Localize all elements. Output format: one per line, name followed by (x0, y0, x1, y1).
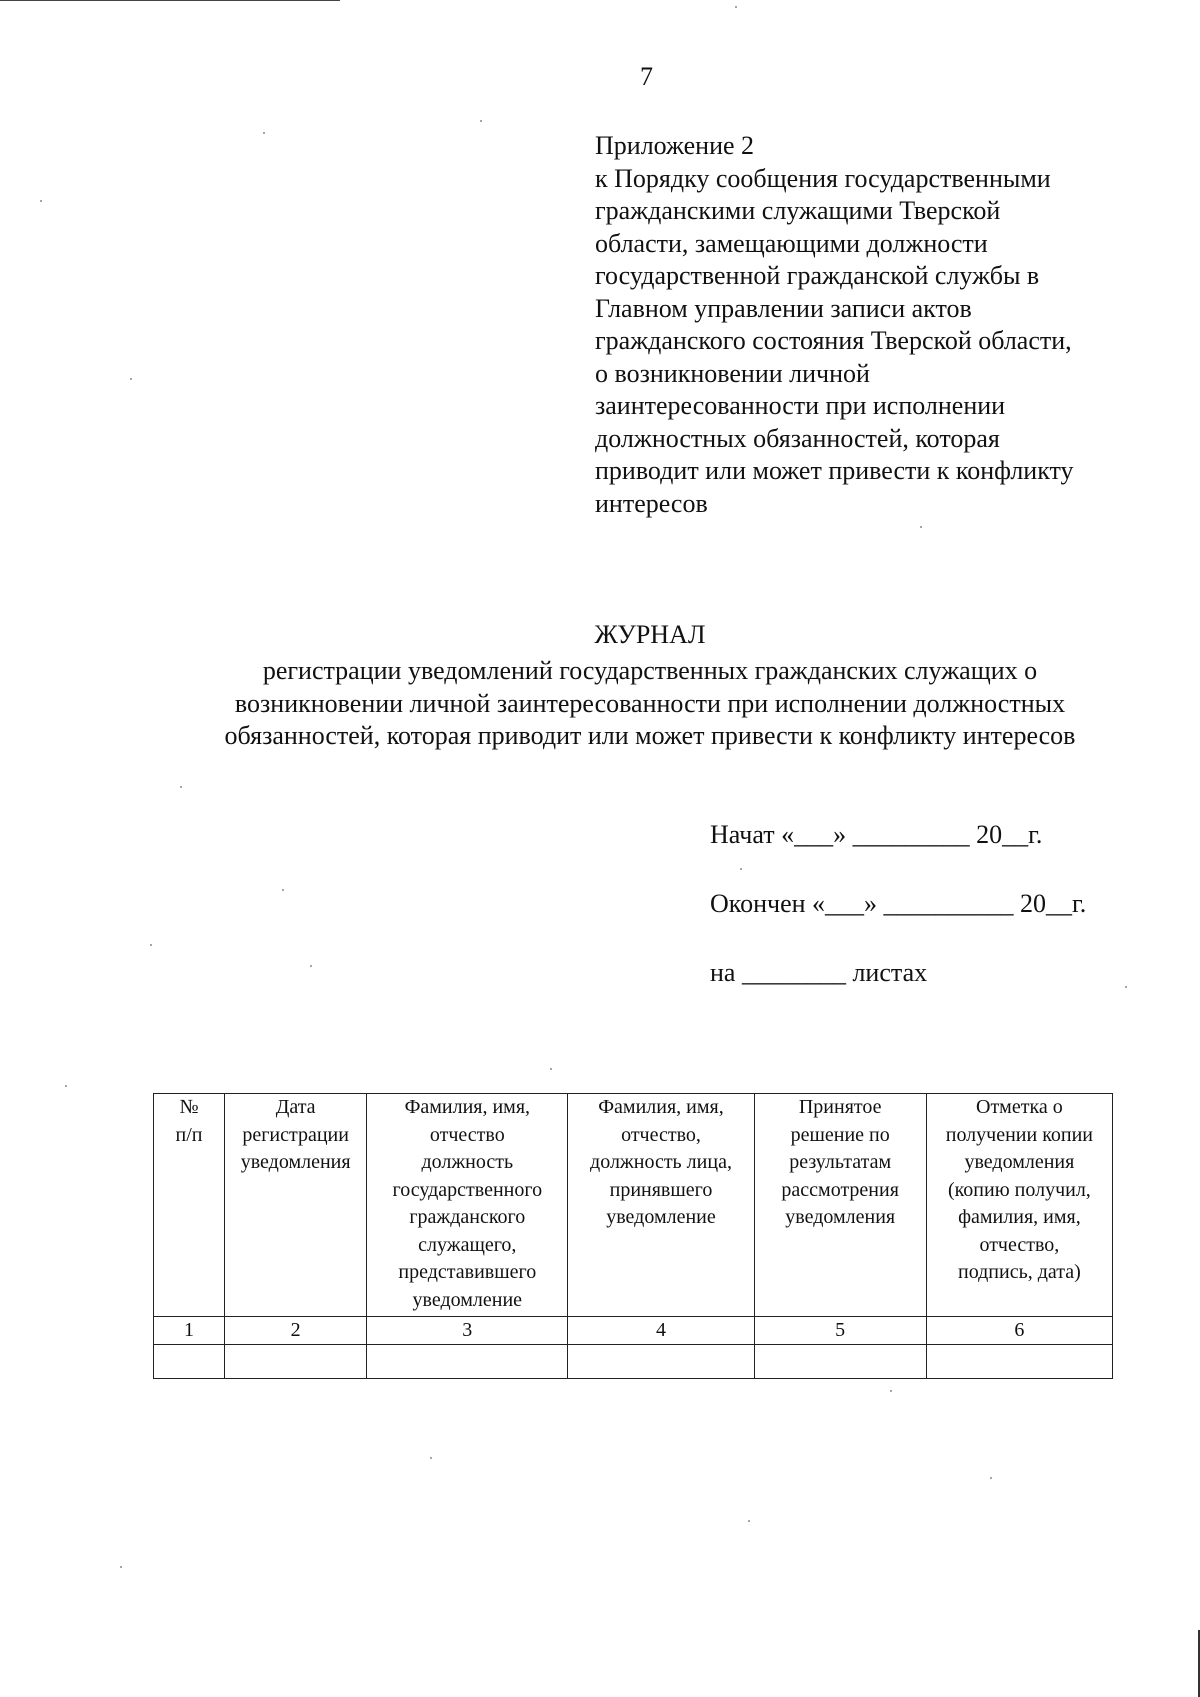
journal-subtitle-line: обязанностей, которая приводит или может привести к конфликту интересов (224, 721, 1076, 750)
scan-speck (40, 200, 42, 202)
appendix-line: Приложение 2 (595, 131, 755, 160)
empty-cell (154, 1345, 225, 1379)
appendix-block (595, 130, 1155, 520)
appendix-line: интересов (595, 488, 708, 518)
header-cell-receiver-name: Фамилия, имя, отчество, должность лица, принявшего уведомление (568, 1094, 754, 1317)
register-table (153, 1093, 1113, 1379)
journal-subtitle (100, 655, 1200, 753)
journal-title: ЖУРНАЛ (594, 620, 706, 649)
scan-speck (120, 1566, 122, 1568)
empty-cell (367, 1345, 568, 1379)
scan-speck (550, 1068, 552, 1070)
scan-speck (310, 965, 312, 967)
appendix-line: к Порядку сообщения государственными (595, 163, 1051, 193)
journal-subtitle-line: возникновении личной заинтересованности при исполнении должностных (234, 688, 1066, 718)
appendix-line: должностных обязанностей, которая (595, 423, 1000, 453)
started-date-line: Начат «___» _________ 20__г. (710, 820, 1043, 849)
scan-speck (263, 132, 265, 134)
scan-speck (480, 120, 482, 122)
empty-cell (926, 1345, 1112, 1379)
appendix-line: Главном управлении записи актов (595, 293, 972, 323)
appendix-line: области, замещающими должности (595, 228, 988, 258)
column-number-cell: 2 (225, 1317, 367, 1345)
scan-speck (735, 6, 737, 8)
table-column-number-row (154, 1317, 1113, 1345)
header-cell-registration-date: Дата регистрации уведомления (225, 1094, 367, 1317)
page-number: 7 (640, 62, 653, 91)
scan-speck (748, 1520, 750, 1522)
appendix-line: гражданскими служащими Тверской (595, 196, 1001, 225)
appendix-line: о возникновении личной (595, 358, 870, 388)
journal-subtitle-line: регистрации уведомлений государственных гражданских служащих о (262, 656, 1038, 685)
header-cell-decision: Принятое решение по результатам рассмотрения уведомления (754, 1094, 926, 1317)
table-row (154, 1345, 1113, 1379)
scan-speck (282, 889, 284, 891)
scan-speck (150, 944, 152, 946)
ended-date-line: Окончен «___» __________ 20__г. (710, 889, 1087, 918)
scan-speck (920, 526, 922, 528)
header-cell-number: № п/п (154, 1094, 225, 1317)
appendix-line: приводит или может привести к конфликту (595, 456, 1074, 485)
empty-cell (754, 1345, 926, 1379)
empty-cell (568, 1345, 754, 1379)
scan-speck (65, 1085, 67, 1087)
sheets-count-line: на ________ листах (710, 958, 928, 987)
column-number-cell: 5 (754, 1317, 926, 1345)
scan-edge-line (0, 0, 340, 1)
scan-speck (740, 868, 742, 870)
appendix-line: заинтересованности при исполнении (595, 391, 1006, 420)
header-cell-copy-receipt: Отметка о получении копии уведомления (копию получил, фамилия, имя, отчество, подпись, дата) (926, 1094, 1112, 1317)
scan-speck (430, 1457, 432, 1459)
empty-cell (225, 1345, 367, 1379)
appendix-line: государственной гражданской службы в (595, 261, 1040, 290)
scan-speck (890, 1390, 892, 1392)
column-number-cell: 4 (568, 1317, 754, 1345)
header-cell-servant-name: Фамилия, имя, отчество должность государственного гражданского служащего, представившего уведомление (367, 1094, 568, 1317)
column-number-cell: 3 (367, 1317, 568, 1345)
column-number-cell: 6 (926, 1317, 1112, 1345)
scan-speck (130, 378, 132, 380)
column-number-cell: 1 (154, 1317, 225, 1345)
scan-speck (1125, 986, 1127, 988)
scan-speck (990, 1477, 992, 1479)
scan-speck (180, 786, 182, 788)
table-header-row (154, 1094, 1113, 1317)
appendix-line: гражданского состояния Тверской области, (595, 326, 1072, 355)
